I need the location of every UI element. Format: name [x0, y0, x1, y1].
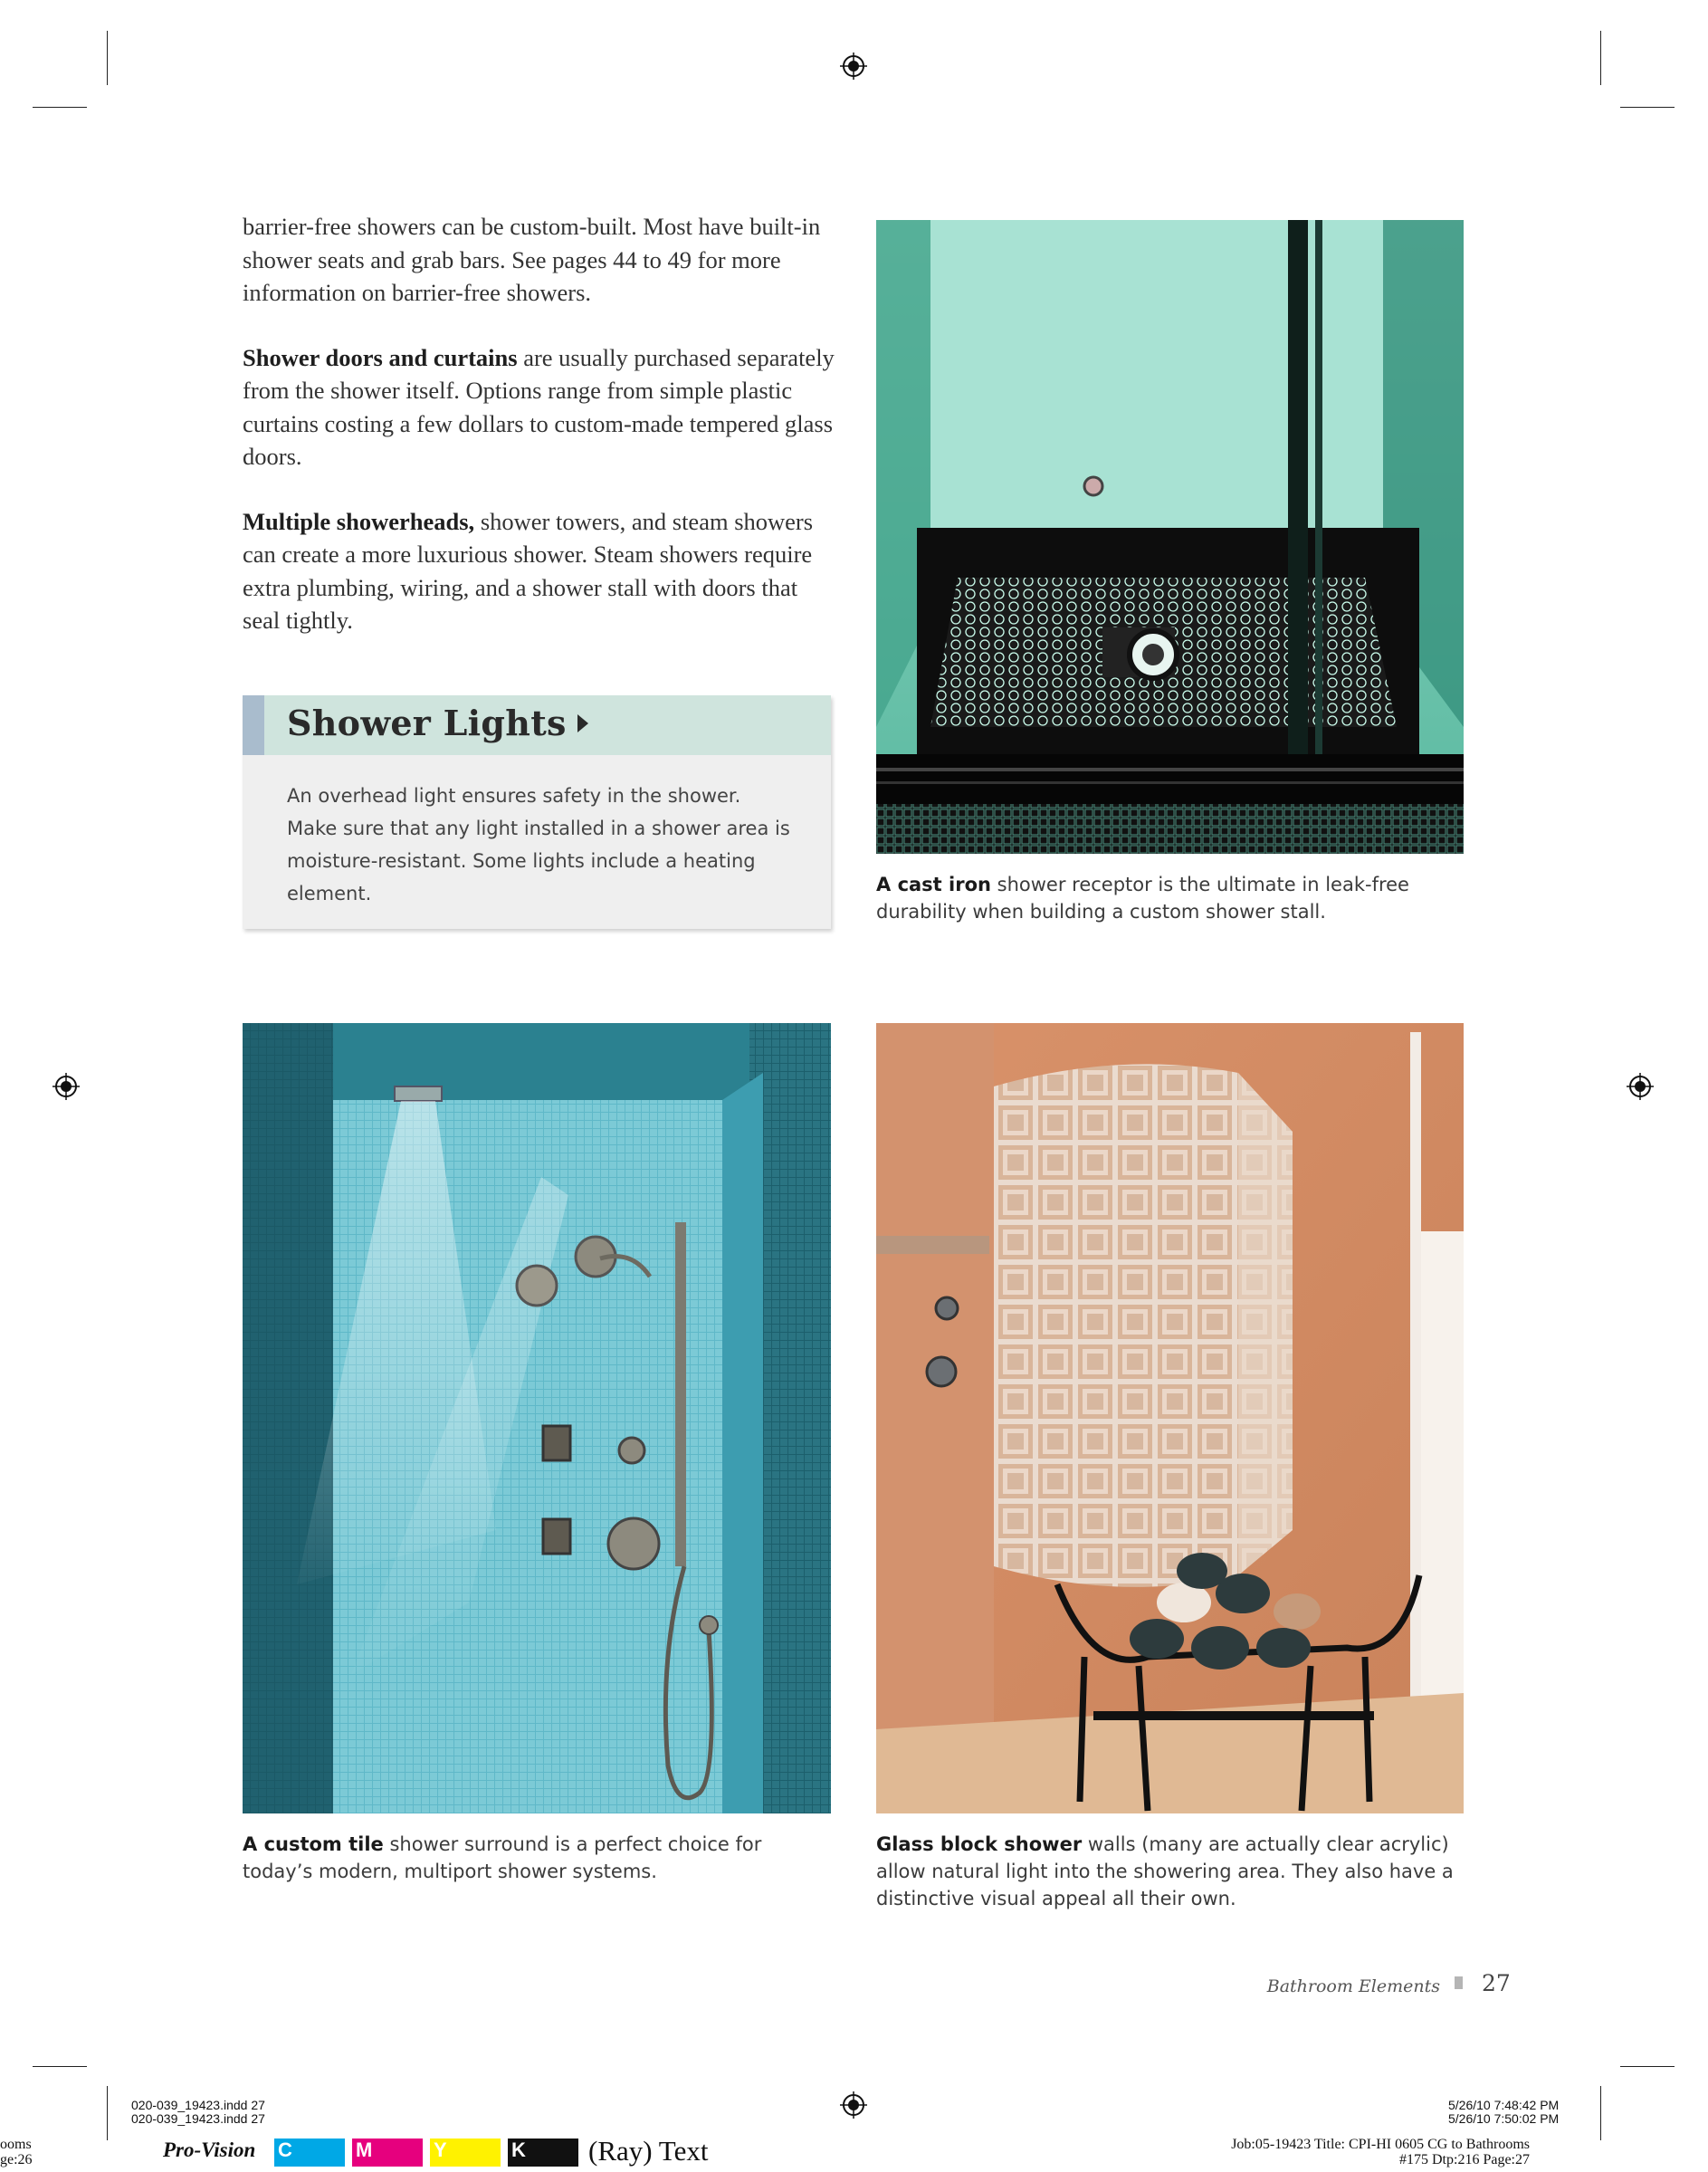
- shower-lights-sidebar: [243, 695, 831, 929]
- sidebar-text: An overhead light ensures safety in the shower. Make sure that any light installed in a shower area is moisture-resistant. Some lights include a heating element.: [287, 785, 790, 904]
- registration-mark-icon: [1627, 1073, 1654, 1100]
- body-paragraph-doors: Shower doors and curtains are usually purchased separately from the shower itself. Options range from simple plastic curtains costing a few dollars to custom-made tempered glass doors.: [243, 343, 835, 470]
- caption-glass-block: Glass block shower walls (many are actually clear acrylic) allow natural light into the showering area. They also have a distinctive visual appeal all their own.: [876, 1833, 1454, 1909]
- custom-tile-shower-image: [243, 1023, 831, 1813]
- glass-block-shower-image: [876, 1023, 1464, 1813]
- body-paragraph-showerheads: Multiple showerheads, shower towers, and steam showers can create a more luxurious shower. Steam showers require extra plumbing, wiring, and a shower stall with doors that seal tightly.: [243, 507, 814, 634]
- crop-mark-top-right-v: [1600, 31, 1601, 85]
- triangle-right-icon: [577, 714, 588, 732]
- footer-separator: [1455, 1976, 1463, 1989]
- caption-glass-block-lead: Glass block shower: [876, 1833, 1083, 1855]
- caption-cast-iron: A cast iron shower receptor is the ultimate in leak-free durability when building a custom shower stall.: [876, 874, 1409, 923]
- caption-custom-tile: A custom tile shower surround is a perfect choice for today’s modern, multiport shower systems.: [243, 1833, 762, 1882]
- footer-section-title: Bathroom Elements: [1266, 1976, 1440, 1996]
- cast-iron-shower-image: [876, 220, 1464, 854]
- sidebar-header: [243, 695, 831, 755]
- crop-mark-top-left-h: [33, 107, 87, 108]
- body-paragraph-showerheads-lead: Multiple showerheads,: [243, 507, 475, 535]
- crop-mark-top-right-h: [1620, 107, 1675, 108]
- crop-mark-bottom-left-v: [107, 2086, 108, 2140]
- sidebar-accent-bar: [243, 695, 264, 755]
- slug-left-edge: ooms ge:26: [0, 2137, 33, 2167]
- photo-cast-iron-shower: [876, 220, 1464, 854]
- provision-brand: Pro-Vision: [163, 2139, 256, 2161]
- registration-mark-icon: [840, 2091, 867, 2119]
- caption-cast-iron-lead: A cast iron: [876, 874, 991, 895]
- caption-custom-tile-lead: A custom tile: [243, 1833, 384, 1855]
- sidebar-title: Shower Lights: [287, 703, 588, 743]
- registration-mark-icon: [840, 53, 867, 80]
- body-text-column: [243, 210, 835, 669]
- ray-label: (Ray) Text: [588, 2135, 709, 2167]
- crop-mark-bottom-right-h: [1620, 2066, 1675, 2067]
- slug-job-info: Job:05-19423 Title: CPI-HI 0605 CG to Bathrooms #175 Dtp:216 Page:27: [1231, 2137, 1530, 2167]
- crop-mark-top-left-v: [107, 31, 108, 85]
- body-paragraph-barrier-free: barrier-free showers can be custom-built. Most have built-in shower seats and grab bars. See pages 44 to 49 for more information on barrier-free showers.: [243, 213, 821, 306]
- crop-mark-bottom-right-v: [1600, 2086, 1601, 2140]
- photo-glass-block-shower: [876, 1023, 1464, 1813]
- photo-custom-tile-shower: [243, 1023, 831, 1813]
- swatch-cyan: C: [274, 2139, 345, 2167]
- slug-file-info: 020-039_19423.indd 27 020-039_19423.indd 27: [131, 2098, 265, 2126]
- slug-date-info: 5/26/10 7:48:42 PM 5/26/10 7:50:02 PM: [1448, 2098, 1560, 2126]
- registration-mark-icon: [52, 1073, 80, 1100]
- swatch-magenta: M: [352, 2139, 423, 2167]
- page-number: 27: [1482, 1970, 1511, 1996]
- body-paragraph-doors-lead: Shower doors and curtains: [243, 343, 518, 371]
- swatch-yellow: Y: [430, 2139, 501, 2167]
- crop-mark-bottom-left-h: [33, 2066, 87, 2067]
- swatch-black: K: [508, 2139, 578, 2167]
